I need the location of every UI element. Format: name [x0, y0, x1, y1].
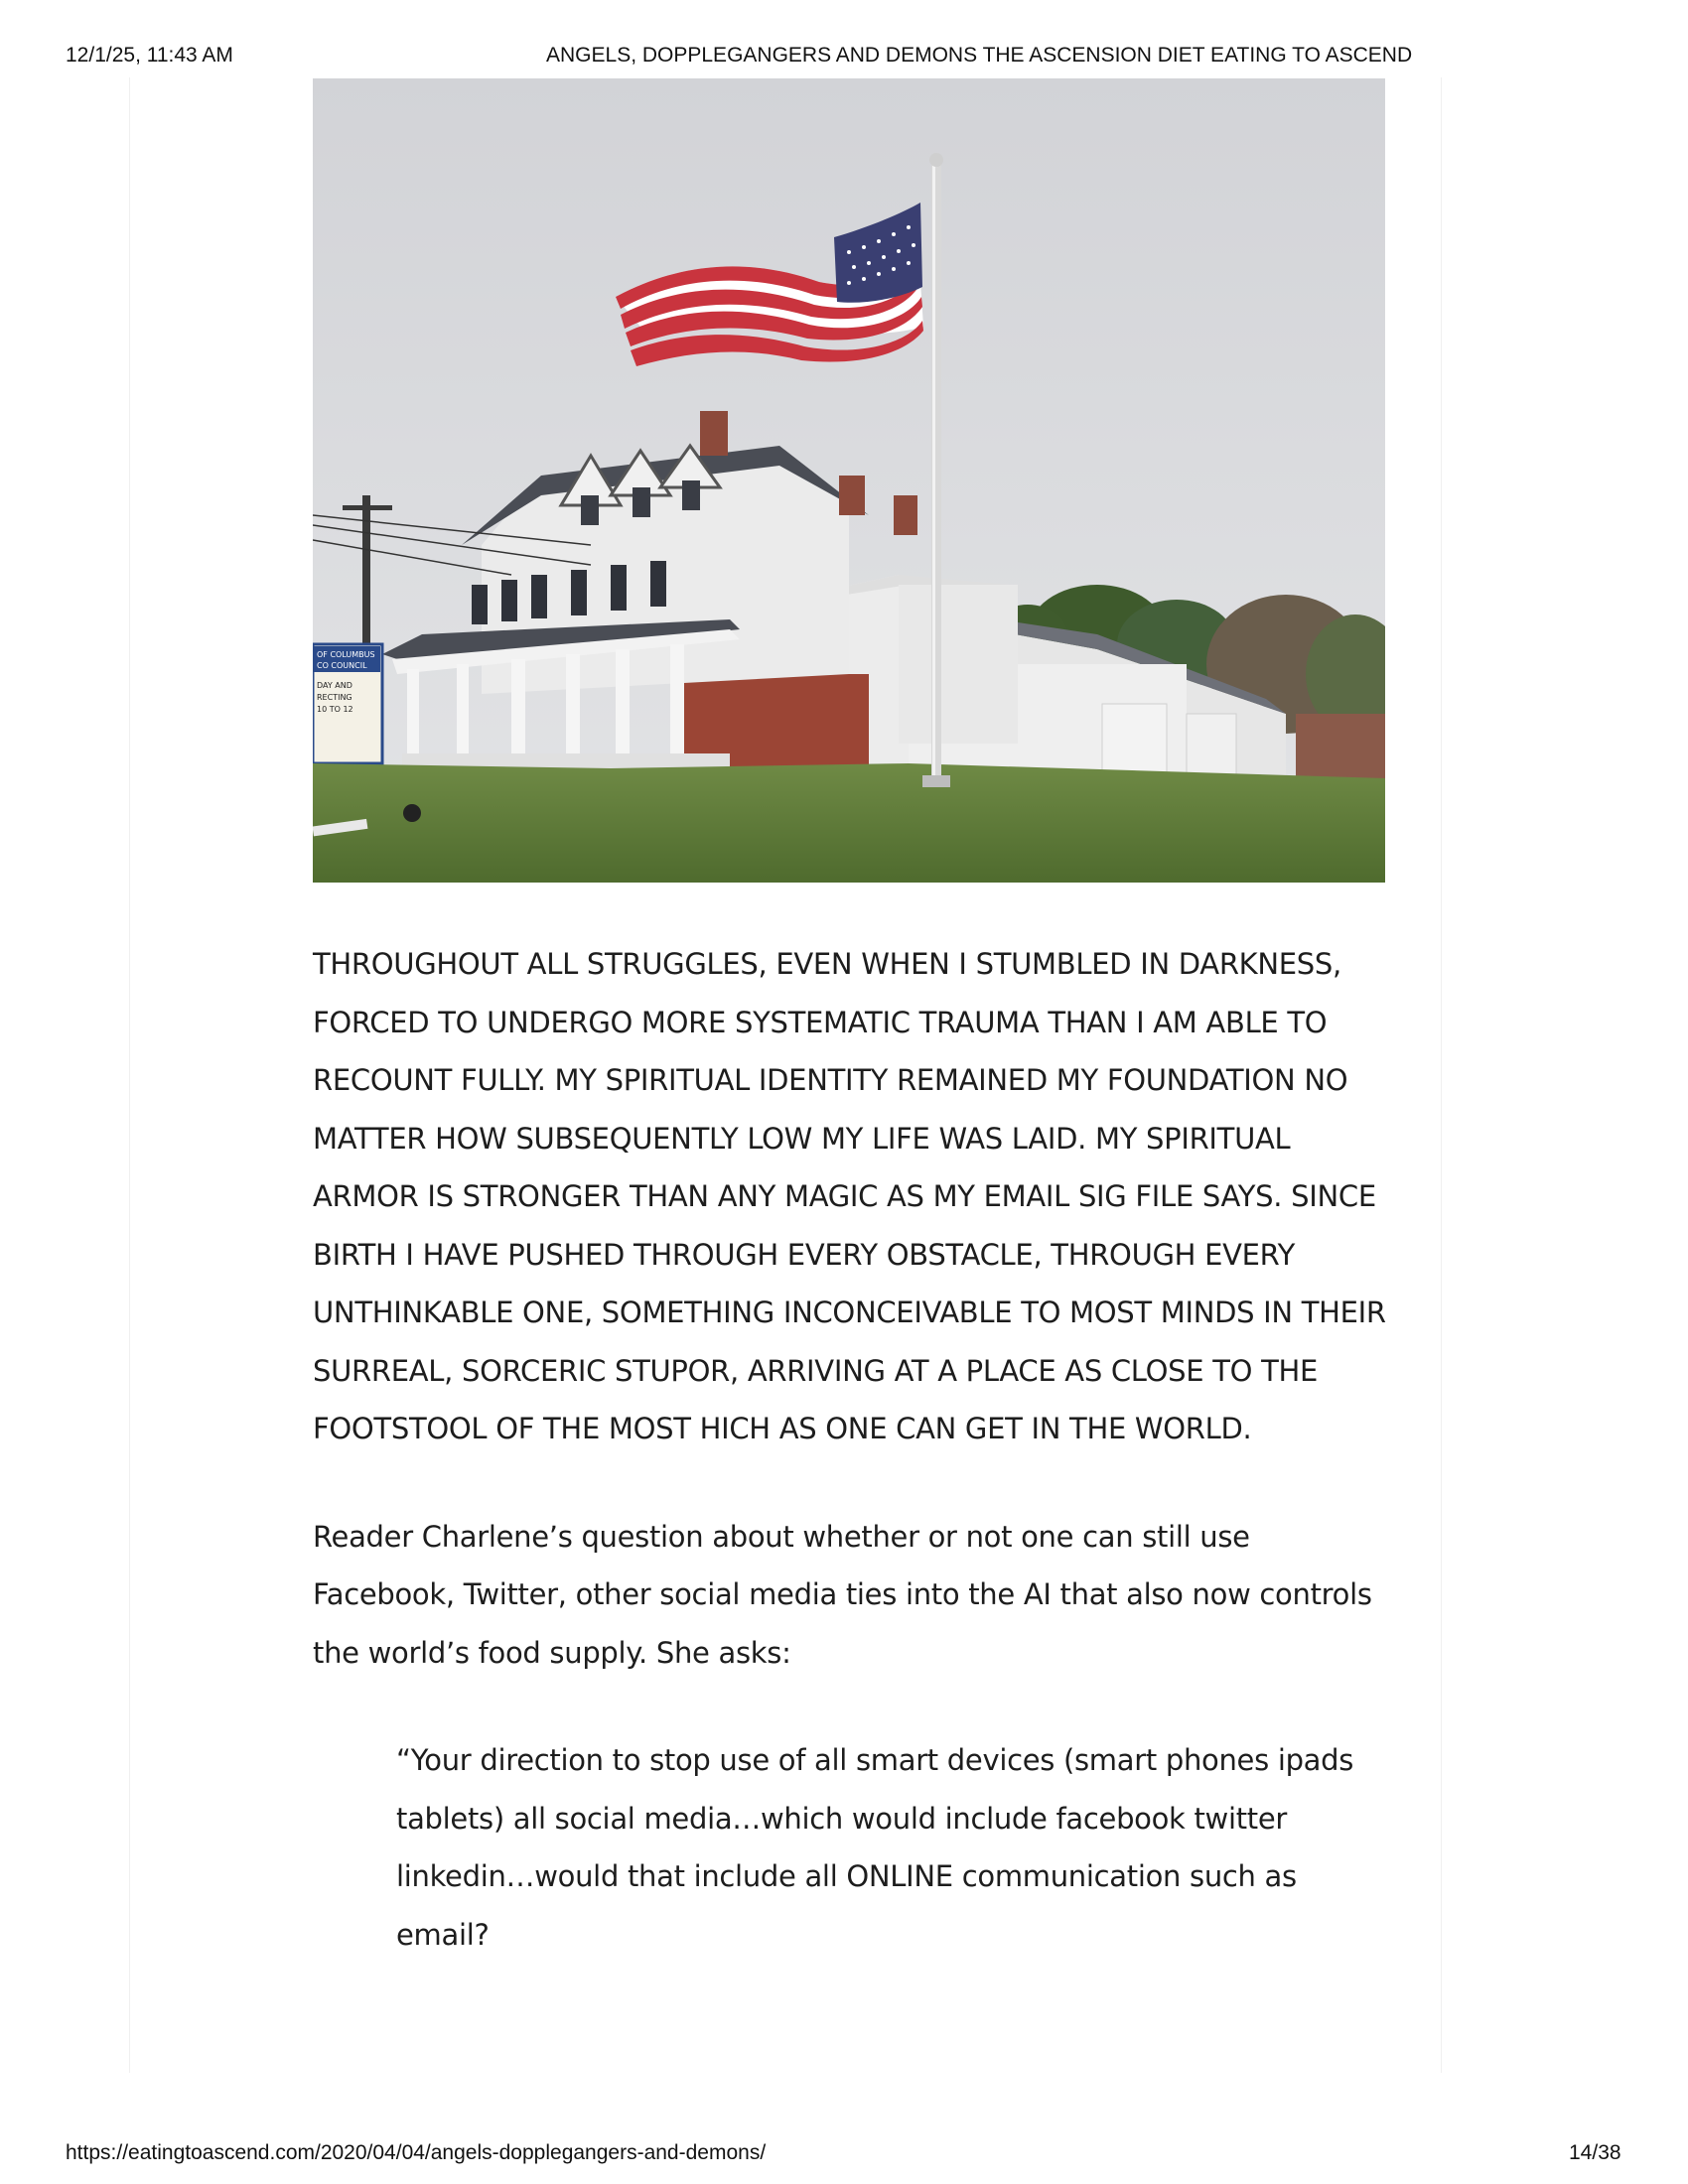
page-url: https://eatingtoascend.com/2020/04/04/angels-dopplegangers-and-demons/: [66, 2141, 767, 2164]
sign-text-3: DAY AND: [317, 681, 352, 690]
print-header: [0, 44, 1688, 73]
sign-text-5: 10 TO 12: [317, 705, 353, 714]
reader-question-paragraph: Reader Charlene’s question about whether or not one can still use Facebook, Twitter, other social media ties into the AI that also now controls the world’s food supply. She asks:: [313, 1519, 1372, 1670]
sign-text-2: CO COUNCIL: [317, 661, 367, 670]
roadside-sign: [313, 644, 382, 763]
sign-text-1: OF COLUMBUS: [317, 650, 375, 659]
sign-text-4: RECTING: [317, 693, 352, 702]
article-photo: [313, 78, 1385, 883]
lawn: [313, 763, 1385, 883]
caps-paragraph: THROUGHOUT ALL STRUGGLES, EVEN WHEN I STUMBLED IN DARKNESS, FORCED TO UNDERGO MORE SYSTEMATIC TRAUMA THAN I AM ABLE TO RECOUNT FULLY. MY SPIRITUAL IDENTITY REMAINED MY FOUNDATION NO MATTER HOW SUBSEQUENTLY LOW MY LIFE WAS LAID. MY SPIRITUAL ARMOR IS STRONGER THAN ANY MAGIC AS MY EMAIL SIG FILE SAYS. SINCE BIRTH I HAVE PUSHED THROUGH EVERY OBSTACLE, THROUGH EVERY UNTHINKABLE ONE, SOMETHING INCONCEIVABLE TO MOST MINDS IN THEIR SURREAL, SORCERIC STUPOR, ARRIVING AT A PLACE AS CLOSE TO THE FOOTSTOOL OF THE MOST HICH AS ONE CAN GET IN THE WORLD.: [313, 947, 1386, 1445]
page-number: 14/38: [1569, 2141, 1621, 2164]
right-building: [1296, 714, 1385, 783]
print-page-title: ANGELS, DOPPLEGANGERS AND DEMONS THE ASCENSION DIET EATING TO ASCEND: [546, 44, 1413, 67]
blockquote: “Your direction to stop use of all smart devices (smart phones ipads tablets) all social media…which would include facebook twitter linkedin…would that include all ONLINE communication such as email?: [396, 1743, 1354, 1952]
print-datetime: 12/1/25, 11:43 AM: [66, 44, 233, 67]
article-body: [313, 935, 1395, 1964]
flag-house-photo: [313, 78, 1385, 883]
